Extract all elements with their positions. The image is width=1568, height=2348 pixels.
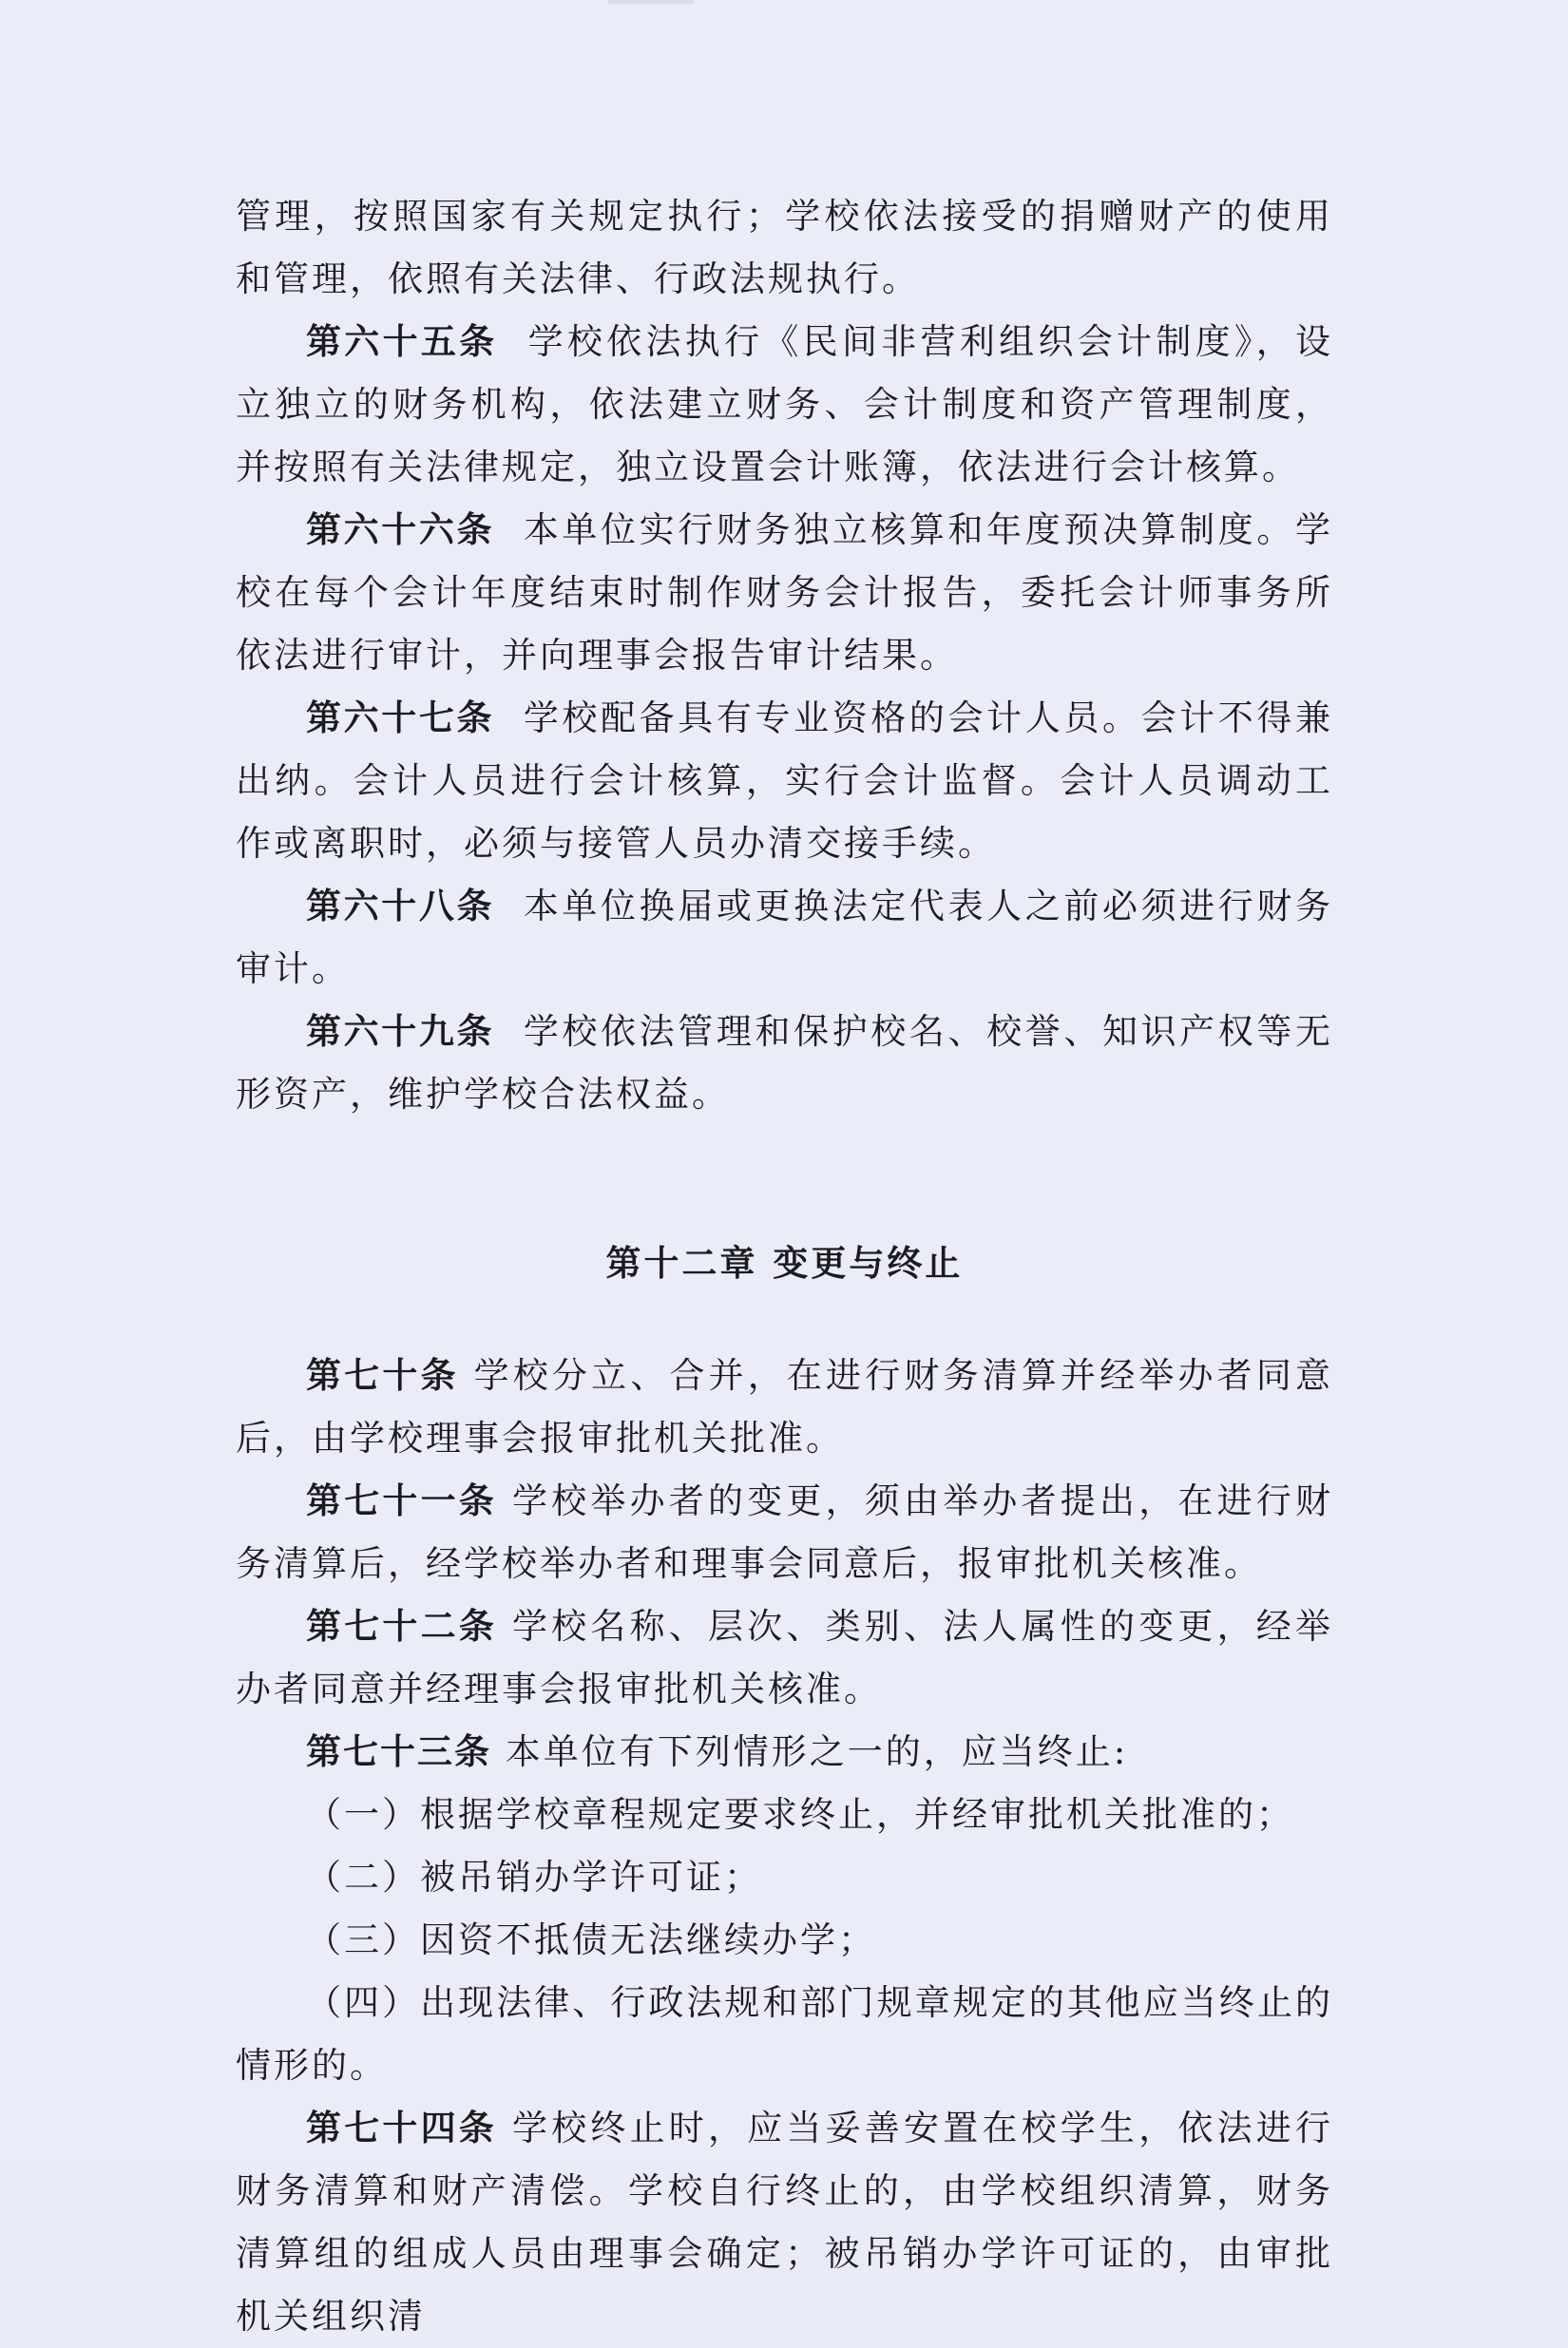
article-66 <box>236 499 1333 687</box>
article-text: 学校终止时，应当妥善安置在校学生，依法进行财务清算和财产清偿。学校自行终止的，由学校组织清算，财务清算组的组成人员由理事会确定；被吊销办学许可证的，由审批机关组织清 <box>236 2108 1334 2337</box>
article-68 <box>236 875 1333 1001</box>
article-label: 第七十二条 <box>306 1606 498 1647</box>
article-69 <box>236 1001 1333 1126</box>
article-65 <box>236 311 1333 499</box>
article-71 <box>236 1470 1333 1595</box>
article-label: 第七十条 <box>306 1355 459 1396</box>
article-text: 学校分立、合并，在进行财务清算并经举办者同意后，由学校理事会报审批机关批准。 <box>236 1355 1334 1459</box>
article-text: 本单位有下列情形之一的，应当终止: <box>505 1731 1129 1772</box>
article-label: 第六十九条 <box>306 1011 495 1052</box>
article-67 <box>236 687 1333 875</box>
chapter-heading: 第十二章 变更与终止 <box>605 1243 964 1284</box>
article-text: 学校名称、层次、类别、法人属性的变更，经举办者同意并经理事会报审批机关核准。 <box>236 1606 1334 1709</box>
article-72 <box>236 1595 1333 1721</box>
article-label: 第六十五条 <box>306 321 498 362</box>
article-label: 第六十六条 <box>306 509 495 550</box>
document-body <box>236 185 1333 2348</box>
article-74 <box>236 2097 1333 2348</box>
article-70 <box>236 1345 1333 1470</box>
article-text: 学校依法执行《民间非营利组织会计制度》，设立独立的财务机构，依法建立财务、会计制度和资产管理制度，并按照有关法律规定，独立设置会计账簿，依法进行会计核算。 <box>236 321 1334 487</box>
list-item: （四）出现法律、行政法规和部门规章规定的其他应当终止的情形的。 <box>236 1982 1333 2086</box>
list-item: （三）因资不抵债无法继续办学； <box>306 1919 876 1960</box>
article-text: 学校配备具有专业资格的会计人员。会计不得兼出纳。会计人员进行会计核算，实行会计监督。会计人员调动工作或离职时，必须与接管人员办清交接手续。 <box>236 697 1334 864</box>
article-text: 本单位实行财务独立核算和年度预决算制度。学校在每个会计年度结束时制作财务会计报告，委托会计师事务所依法进行审计，并向理事会报告审计结果。 <box>236 509 1334 676</box>
article-text: 学校举办者的变更，须由举办者提出，在进行财务清算后，经学校举办者和理事会同意后，报审批机关核准。 <box>236 1480 1334 1584</box>
article-label: 第七十四条 <box>306 2108 498 2148</box>
article-text: 学校依法管理和保护校名、校誉、知识产权等无形资产，维护学校合法权益。 <box>236 1011 1334 1115</box>
article-text: 本单位换届或更换法定代表人之前必须进行财务审计。 <box>236 886 1334 989</box>
article-label: 第七十一条 <box>306 1480 498 1521</box>
scan-artifact <box>608 0 694 4</box>
article-label: 第六十八条 <box>306 886 495 926</box>
list-item: （一）根据学校章程规定要求终止，并经审批机关批准的； <box>306 1794 1294 1835</box>
list-item: （二）被吊销办学许可证； <box>306 1857 762 1898</box>
article-label: 第七十三条 <box>306 1731 491 1772</box>
article-label: 第六十七条 <box>306 697 495 738</box>
continuation-paragraph: 管理，按照国家有关规定执行；学校依法接受的捐赠财产的使用和管理，依照有关法律、行政法规执行。 <box>236 196 1333 299</box>
article-73 <box>236 1721 1333 1784</box>
